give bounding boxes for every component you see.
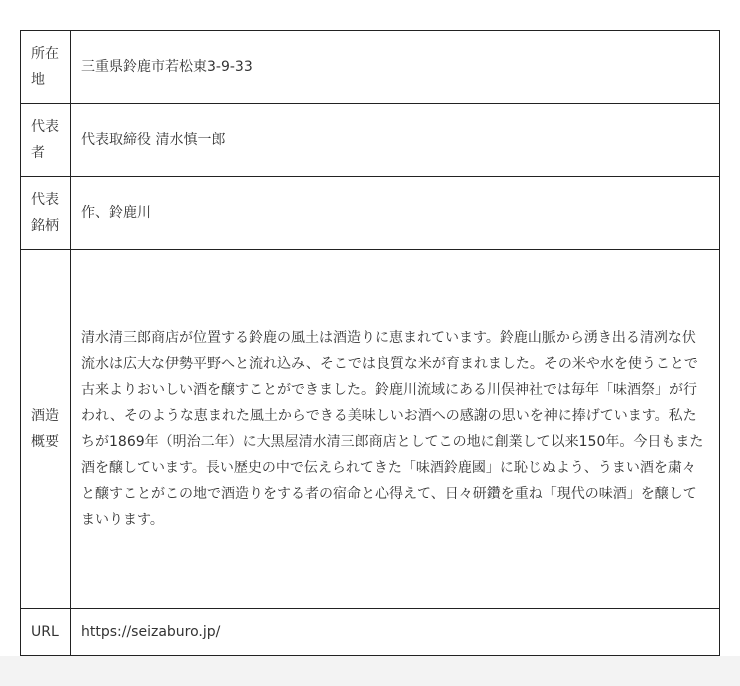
address-value: 三重県鈴鹿市若松東3-9-33 (71, 31, 720, 104)
address-label: 所在地 (21, 31, 71, 104)
company-info-table (20, 30, 720, 656)
table-row-overview (21, 250, 720, 609)
table-row-url (21, 609, 720, 656)
table-row-address (21, 31, 720, 104)
url-value[interactable]: https://seizaburo.jp/ (71, 609, 720, 656)
representative-label: 代表者 (21, 104, 71, 177)
overview-value: 清水清三郎商店が位置する鈴鹿の風土は酒造りに恵まれています。鈴鹿山脈から湧き出る清冽な伏流水は広大な伊勢平野へと流れ込み、そこでは良質な米が育まれました。その米や水を使うことで古来よりおいしい酒を醸すことができました。鈴鹿川流域にある川俣神社では毎年「味酒祭」が行われ、そのような恵まれた風土からできる美味しいお酒への感謝の思いを神に捧げています。私たちが1869年（明治二年）に大黒屋清水清三郎商店としてこの地に創業して以来150年。今日もまた酒を醸しています。長い歴史の中で伝えられてきた「味酒鈴鹿國」に恥じぬよう、うまい酒を粛々と醸すことがこの地で酒造りをする者の宿命と心得えて、日々研鑽を重ね「現代の味酒」を醸してまいります。 (71, 250, 720, 609)
table-row-brand (21, 177, 720, 250)
brand-label: 代表銘柄 (21, 177, 71, 250)
representative-value: 代表取締役 清水慎一郎 (71, 104, 720, 177)
brand-value: 作、鈴鹿川 (71, 177, 720, 250)
url-label: URL (21, 609, 71, 656)
table-row-representative (21, 104, 720, 177)
overview-label: 酒造概要 (21, 250, 71, 609)
